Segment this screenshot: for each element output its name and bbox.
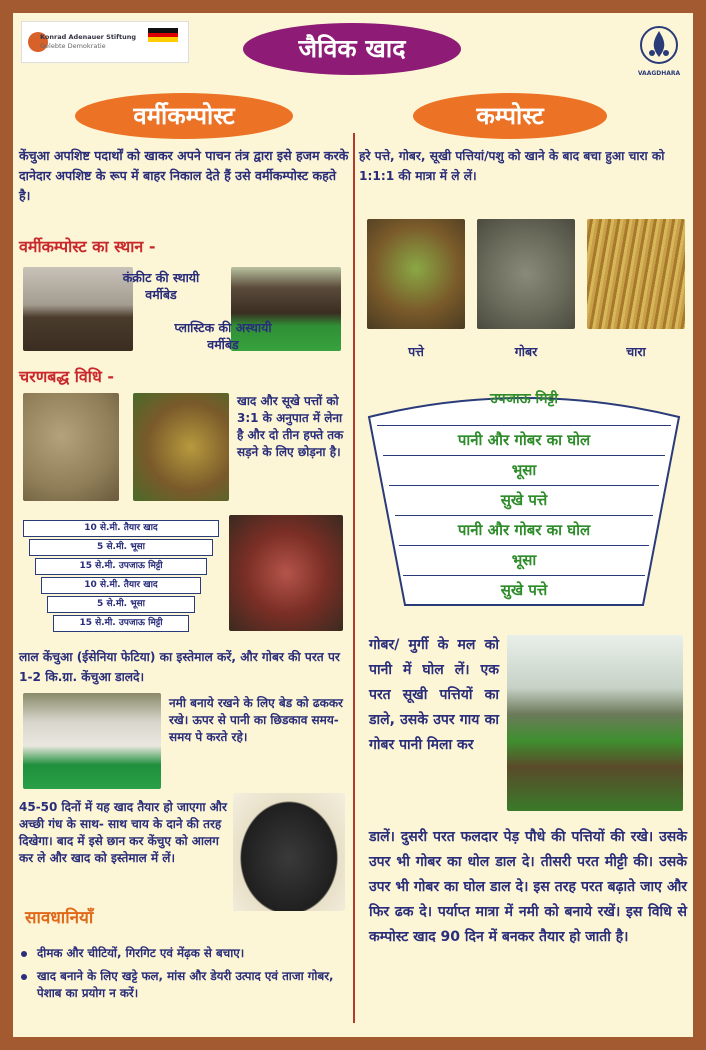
compost-layer-diagram: [367, 383, 681, 613]
vaagdhara-logo-icon: [637, 25, 681, 67]
earthworms-photo: [229, 515, 343, 631]
precautions-heading: सावधानियाँ: [25, 908, 94, 928]
german-flag-icon: [148, 28, 178, 42]
precautions-list: [19, 945, 347, 1008]
partner-logo-text: Konrad Adenauer Stiftung: [40, 33, 136, 41]
compost-pit-photo: [507, 635, 683, 811]
compost-method-wrap: गोबर/ मुर्गी के मल को पानी में घोल लें। एक परत सूखी पत्तियों का डाले, उसके उपर गाय का गोबर पानी मिला कर: [369, 637, 499, 753]
column-divider: [353, 133, 355, 1023]
step-ratio-text: खाद और सूखे पत्तों को 3:1 के अनुपात में लेना है और दो तीन हफ्ते तक सड़ने के लिए छोड़ना है।: [237, 394, 344, 459]
compost-layer: सुखे पत्ते: [403, 575, 645, 605]
fodder-label: चारा: [626, 344, 646, 359]
leaves-photo: [367, 219, 465, 329]
location-heading: वर्मीकम्पोस्ट का स्थान -: [19, 237, 156, 256]
compost-layer: भूसा: [399, 545, 649, 575]
vermi-layers: [23, 520, 219, 632]
compost-layer: पानी और गोबर का घोल: [395, 515, 653, 545]
vermi-layer: 5 से.मी. भूसा: [47, 596, 195, 613]
ready-text: 45-50 दिनों में यह खाद तैयार हो जाएगा और अच्छी गंध के साथ- साथ चाय के दाने की तरह दिखेगा। बाद में इसे छान कर केंचुए को आलग कर ले और खाद को इस्तेमाल में लें।: [19, 800, 227, 865]
compost-layer: सुखे पत्ते: [389, 485, 659, 515]
dung-photo: [477, 219, 575, 329]
precaution-item: दीमक और चीटियों, गिरगिट एवं मेंढ़क से बचाए।: [19, 945, 347, 962]
vermi-layer: 10 से.मी. तैयार खाद: [23, 520, 219, 537]
vermicompost-heading: वर्मीकम्पोस्ट: [75, 93, 293, 139]
compost-layer: भूसा: [383, 455, 665, 485]
precaution-item: खाद बनाने के लिए खट्टे फल, मांस और डेयरी उत्पाद एवं ताजा गोबर, पेशाब का प्रयोग न करें।: [19, 968, 347, 1002]
plastic-bed-label: प्लास्टिक की अस्थायी वर्मीबेड: [174, 320, 272, 352]
cover-text: नमी बनाये रखने के लिए बेड को ढककर रखे। ऊपर से पानी का छिडकाव समय-समय पे करते रहे।: [169, 696, 343, 744]
vermi-layer: 5 से.मी. भूसा: [29, 539, 213, 556]
vermi-layer: 15 से.मी. उपजाऊ मिट्टी: [35, 558, 207, 575]
fodder-photo: [587, 219, 685, 329]
vermi-layer: 15 से.मी. उपजाऊ मिट्टी: [53, 615, 189, 632]
covered-bed-photo: [23, 693, 161, 789]
dry-leaves-photo: [133, 393, 229, 501]
org-logo: [631, 25, 687, 85]
partner-logo-subtext: Gelebte Demokratie: [40, 42, 106, 50]
finished-compost-photo: [233, 793, 345, 911]
page-title: जैविक खाद: [243, 23, 461, 75]
compost-layer: पानी और गोबर का घोल: [377, 425, 671, 455]
compost-heading: कम्पोस्ट: [413, 93, 607, 139]
compost-method-text: डालें। दुसरी परत फलदार पेड़ पौधे की पत्तियों की रखे। उसके उपर भी गोबर का धोल डाल दे। तीसरी परत मीट्टी की। उसके उपर भी गोबर का घोल डाल दे। इस तरह परत बढ़ाते जाए और फिर ढक दे। पर्याप्त मात्रा में नमी को बनाये रखें। इस विधि से कम्पोस्ट खाद 90 दिन में बनकर तैयार हो जाती है।: [369, 829, 687, 945]
org-logo-text: VAAGDHARA: [637, 70, 681, 77]
concrete-bed-label: कंक्रीट की स्थायी वर्मीबेड: [122, 270, 200, 302]
earthworm-text: लाल केंचुआ (ईसेनिया फेटिया) का इस्तेमाल करें, और गोबर की परत पर 1-2 कि.ग्रा. केंचुआ डालदे।: [19, 650, 340, 684]
leaves-label: पत्ते: [408, 344, 424, 359]
poster: [13, 13, 693, 1037]
compost-intro: हरे पत्ते, गोबर, सूखी पत्तियां/पशु को खाने के बाद बचा हुआ चारा को 1:1:1 की मात्रा में ले लें।: [359, 149, 665, 183]
partner-logo: [21, 21, 189, 63]
compost-layer-top: उपजाऊ मिट्टी: [490, 391, 558, 407]
vermicompost-intro: केंचुआ अपशिष्ट पदार्थों को खाकर अपने पाचन तंत्र द्वारा इसे हजम करके दानेदार अपशिष्ट के रूप में बाहर निकाल देते हैं उसे वर्मीकम्पोस्ट कहते है।: [19, 148, 349, 203]
vermi-layer: 10 से.मी. तैयार खाद: [41, 577, 201, 594]
dung-label: गोबर: [514, 344, 538, 359]
steps-heading: चरणबद्ध विधि -: [19, 367, 114, 386]
manure-photo: [23, 393, 119, 501]
